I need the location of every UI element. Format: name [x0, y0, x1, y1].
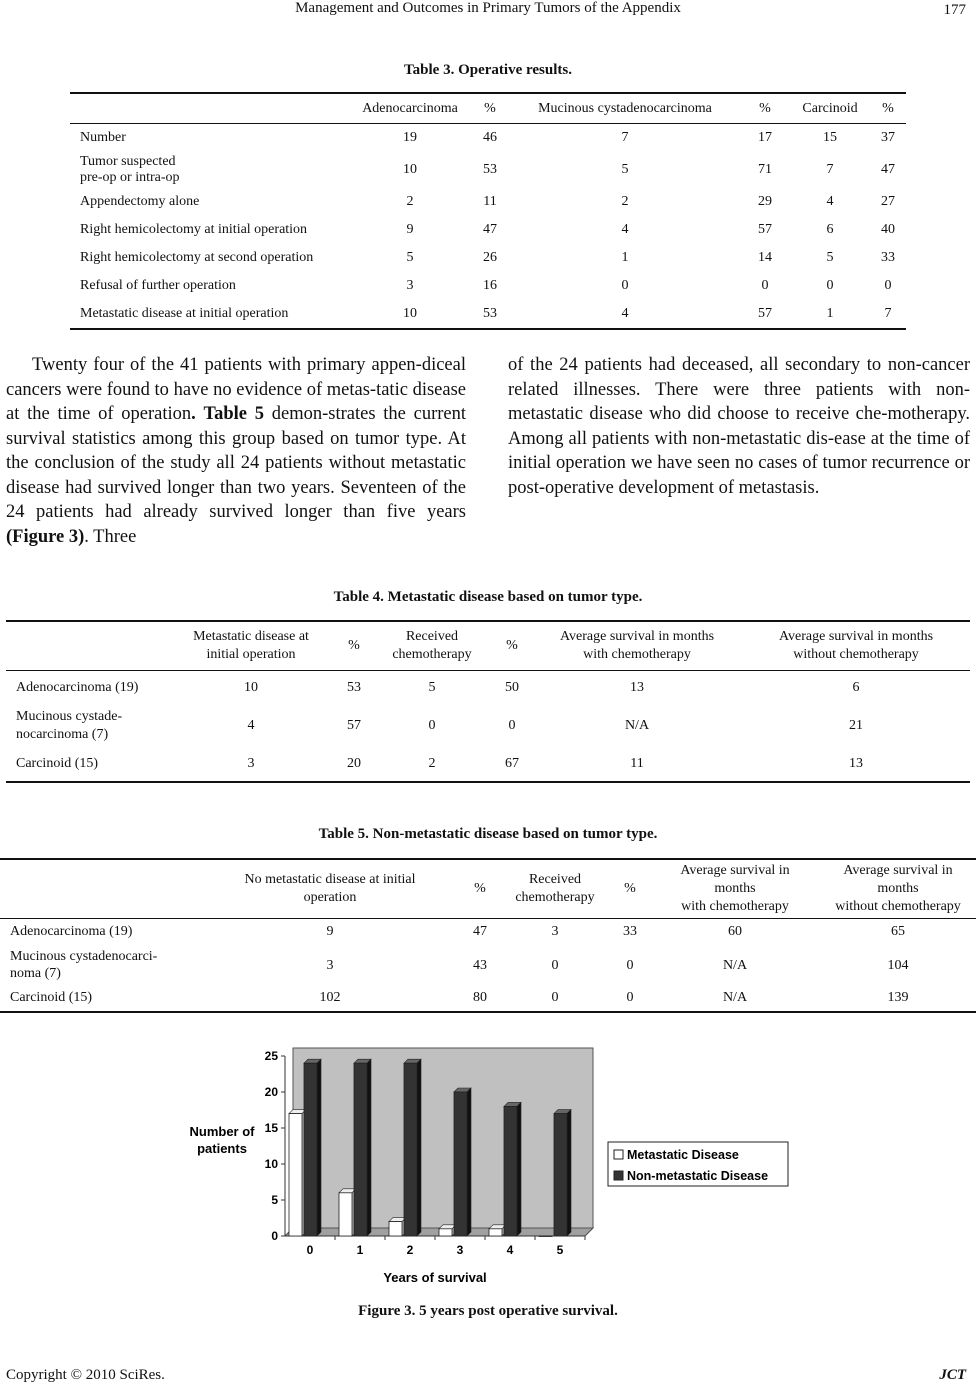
bar-metastatic [539, 1236, 552, 1237]
table-row [70, 216, 906, 244]
x-tick-label: 2 [406, 1243, 414, 1257]
table4-col-header [6, 621, 166, 671]
table4-col-header: % [348, 638, 360, 653]
table-row [6, 747, 970, 782]
table-cell: 19 [403, 130, 417, 145]
bar-side [367, 1059, 371, 1236]
table-cell: 10 [403, 306, 417, 321]
bar-non-metastatic [554, 1114, 567, 1236]
table-cell: 2 [428, 756, 436, 771]
table3-col-header: Mucinous cystadenocarcinoma [538, 100, 712, 116]
bar-non-metastatic [354, 1063, 367, 1236]
table-row [0, 919, 976, 946]
table5-col-header: Average survival in months with chemotherapy [680, 863, 790, 914]
bar-metastatic [339, 1193, 352, 1236]
table-cell: 10 [244, 680, 258, 695]
table-cell: 80 [473, 990, 487, 1005]
table-cell: 17 [758, 130, 772, 145]
table-cell: 6 [852, 680, 860, 695]
table-cell: 10 [403, 162, 417, 177]
table3-col-header: Carcinoid [802, 100, 858, 116]
table-row [70, 188, 906, 216]
table-cell: 57 [347, 718, 361, 733]
bar-side [517, 1102, 521, 1236]
table-cell: 65 [891, 924, 905, 939]
table4-col-header: % [506, 638, 518, 653]
bar-non-metastatic [454, 1092, 467, 1236]
table-cell: 15 [823, 130, 837, 145]
table-cell: 14 [758, 250, 772, 265]
bar-side [567, 1110, 571, 1236]
table4-caption: Table 4. Metastatic disease based on tumor type. [333, 589, 643, 605]
legend-swatch [614, 1171, 623, 1180]
table-cell: 7 [621, 130, 629, 145]
table-cell: 0 [626, 957, 634, 973]
table5-col-header [0, 859, 200, 919]
table-cell: 0 [551, 990, 559, 1005]
table-cell: 57 [758, 222, 772, 237]
table-cell: N/A [624, 718, 650, 733]
table-cell: 33 [623, 924, 637, 939]
table4-col-header: Metastatic disease at initial operation [193, 629, 309, 662]
table-cell: 0 [761, 278, 769, 293]
legend-swatch [614, 1150, 623, 1159]
y-axis-label: Number of [189, 1124, 255, 1139]
table5-col-header: Received chemotherapy [515, 872, 595, 905]
table-row [0, 985, 976, 1012]
table5-col-header: % [474, 881, 486, 896]
row-label: Carcinoid (15) [16, 756, 99, 771]
table-cell: 7 [884, 306, 892, 321]
table5-caption: Table 5. Non-metastatic disease based on tumor type. [318, 826, 658, 842]
table-cell: 40 [881, 222, 895, 237]
table-cell: 9 [406, 222, 414, 237]
running-header [0, 0, 976, 22]
bar-metastatic [439, 1229, 452, 1236]
table-cell: 47 [473, 924, 487, 939]
table-cell: 53 [347, 680, 361, 695]
y-tick-label: 0 [271, 1229, 278, 1243]
row-label: Appendectomy alone [80, 194, 200, 209]
table3-col-header: % [484, 100, 496, 116]
row-label: Right hemicolectomy at second operation [80, 250, 314, 265]
x-tick-label: 5 [556, 1243, 564, 1257]
table-cell: 29 [758, 194, 772, 209]
row-label: Adenocarcinoma (19) [16, 680, 139, 695]
table-cell: 0 [551, 957, 559, 973]
bar-non-metastatic [504, 1106, 517, 1236]
figure3-caption: Figure 3. 5 years post operative survival. [358, 1303, 618, 1319]
y-tick-label: 20 [264, 1085, 278, 1099]
table-cell: N/A [722, 957, 748, 973]
table-cell: 2 [406, 194, 414, 209]
table-row [70, 152, 906, 188]
table-cell: 71 [758, 162, 772, 177]
row-label: Adenocarcinoma (19) [10, 924, 133, 939]
table4-col-header: Average survival in months without chemotherapy [778, 629, 934, 662]
table-cell: 5 [621, 162, 629, 177]
table3 [70, 92, 906, 330]
bar-side [467, 1088, 471, 1236]
table-row [70, 244, 906, 272]
y-axis-label: patients [197, 1141, 247, 1156]
table-cell: 7 [826, 162, 834, 177]
table-cell: 53 [483, 306, 497, 321]
table3-col-header: Adenocarcinoma [362, 100, 458, 116]
table-cell: 0 [826, 278, 834, 293]
table-cell: 139 [887, 990, 909, 1005]
table-cell: 102 [319, 990, 341, 1005]
bar-metastatic [389, 1222, 402, 1236]
y-tick-label: 10 [264, 1157, 278, 1171]
x-tick-label: 0 [306, 1243, 314, 1257]
y-tick-label: 5 [271, 1193, 278, 1207]
table-row [70, 124, 906, 153]
table-row [70, 300, 906, 329]
table-cell: 1 [826, 306, 834, 321]
table-cell: N/A [722, 990, 748, 1005]
table-cell: 3 [551, 924, 559, 939]
table-cell: 11 [630, 756, 644, 771]
table-cell: 43 [473, 957, 487, 973]
table-cell: 6 [826, 222, 834, 237]
table-cell: 3 [406, 278, 414, 293]
table-cell: 3 [326, 957, 334, 973]
journal-abbrev: JCT [939, 1367, 966, 1383]
table-cell: 1 [621, 250, 629, 265]
table-cell: 27 [881, 194, 895, 209]
table4-col-header: Received chemotherapy [392, 629, 472, 662]
table-cell: 2 [621, 194, 629, 209]
table-cell: 26 [483, 250, 497, 265]
table5-col-header: Average survival in months without chemotherapy [835, 863, 961, 914]
copyright-text: Copyright © 2010 SciRes. [6, 1367, 165, 1383]
bar-metastatic [489, 1229, 502, 1236]
table-cell: 5 [428, 680, 436, 695]
table5-col-header: % [624, 881, 636, 896]
row-label: Mucinous cystadenocarci- noma (7) [10, 949, 158, 981]
body-text-col2: of the 24 patients had deceased, all secondary to non-cancer related illnesses. There were three patients with non-metastatic disease who did choose to receive che-motherapy. Among all patients with non-metastatic dis-ease at the time of initial operation we have seen no cases of tumor recurrence or post-operative development of metastasis. [508, 355, 970, 498]
table-cell: 46 [483, 130, 497, 145]
table5-header-row [0, 859, 976, 919]
page-number: 177 [943, 2, 966, 18]
table-cell: 0 [621, 278, 629, 293]
running-title: Management and Outcomes in Primary Tumors of the Appendix [295, 0, 681, 16]
table-cell: 47 [881, 162, 895, 177]
table-cell: 50 [505, 680, 519, 695]
table-cell: 0 [884, 278, 892, 293]
row-label: Number [80, 130, 126, 145]
table-row [6, 705, 970, 747]
table-cell: 60 [728, 924, 742, 939]
table-cell: 5 [826, 250, 834, 265]
row-label: Mucinous cystade- nocarcinoma (7) [16, 709, 123, 742]
legend-label: Metastatic Disease [627, 1148, 739, 1162]
table-cell: 13 [630, 680, 644, 695]
row-label: Tumor suspected pre-op or intra-op [80, 154, 180, 185]
row-label: Metastatic disease at initial operation [80, 306, 289, 321]
table-cell: 4 [247, 718, 255, 733]
x-axis-label: Years of survival [383, 1270, 487, 1285]
table-row [0, 945, 976, 985]
table-cell: 0 [508, 718, 516, 733]
page-footer [6, 1367, 966, 1384]
table4-header-row [6, 621, 970, 671]
y-tick-label: 25 [264, 1049, 278, 1063]
table-row [70, 272, 906, 300]
table-row [6, 671, 970, 706]
table3-caption: Table 3. Operative results. [404, 62, 572, 78]
table4 [6, 620, 970, 783]
bar-non-metastatic [304, 1063, 317, 1236]
table-cell: 47 [483, 222, 497, 237]
table-cell: 33 [881, 250, 895, 265]
table-cell: 0 [428, 718, 436, 733]
table3-col-header [70, 93, 350, 124]
bar-non-metastatic [404, 1063, 417, 1236]
table3-col-header: % [759, 100, 771, 116]
table-cell: 4 [826, 194, 834, 209]
table-cell: 13 [849, 756, 863, 771]
table-cell: 4 [621, 222, 629, 237]
table-cell: 57 [758, 306, 772, 321]
row-label: Right hemicolectomy at initial operation [80, 222, 308, 237]
bar-side [317, 1059, 321, 1236]
row-label: Carcinoid (15) [10, 990, 93, 1005]
survival-bar-chart [170, 1030, 810, 1290]
x-tick-label: 1 [356, 1243, 364, 1257]
table-cell: 16 [483, 278, 497, 293]
table-cell: 3 [247, 756, 255, 771]
table-cell: 37 [881, 130, 895, 145]
x-tick-label: 4 [506, 1243, 514, 1257]
table-cell: 21 [849, 718, 863, 733]
plot-background [285, 1048, 593, 1236]
table3-header-row [70, 93, 906, 124]
table-cell: 11 [483, 194, 497, 209]
table-cell: 0 [626, 990, 634, 1005]
table-cell: 20 [347, 756, 361, 771]
table-cell: 4 [621, 306, 629, 321]
table-cell: 5 [406, 250, 414, 265]
bar-side [417, 1059, 421, 1236]
table-cell: 67 [505, 756, 519, 771]
table4-col-header: Average survival in months with chemotherapy [559, 629, 715, 662]
table-cell: 104 [887, 957, 909, 973]
y-tick-label: 15 [264, 1121, 278, 1135]
table-cell: 53 [483, 162, 497, 177]
table5-col-header: No metastatic disease at initial operation [244, 872, 416, 905]
body-text-col1: Twenty four of the 41 patients with primary appen-diceal cancers were found to have no evidence of metas-tatic disease at the time of operation. Table 5 demon-strates the current survival statistics among this group based on tumor type. At the conclusion of the study all 24 patients without metastatic disease had survived longer than two years. Seventeen of the 24 patients had already survived longer than five years (Figure 3). Three [6, 355, 466, 547]
table-cell: 9 [326, 924, 334, 939]
table5 [0, 858, 976, 1013]
bar-metastatic [289, 1114, 302, 1236]
x-tick-label: 3 [456, 1243, 464, 1257]
legend-label: Non-metastatic Disease [627, 1169, 769, 1183]
row-label: Refusal of further operation [80, 278, 236, 293]
table3-col-header: % [882, 100, 894, 116]
